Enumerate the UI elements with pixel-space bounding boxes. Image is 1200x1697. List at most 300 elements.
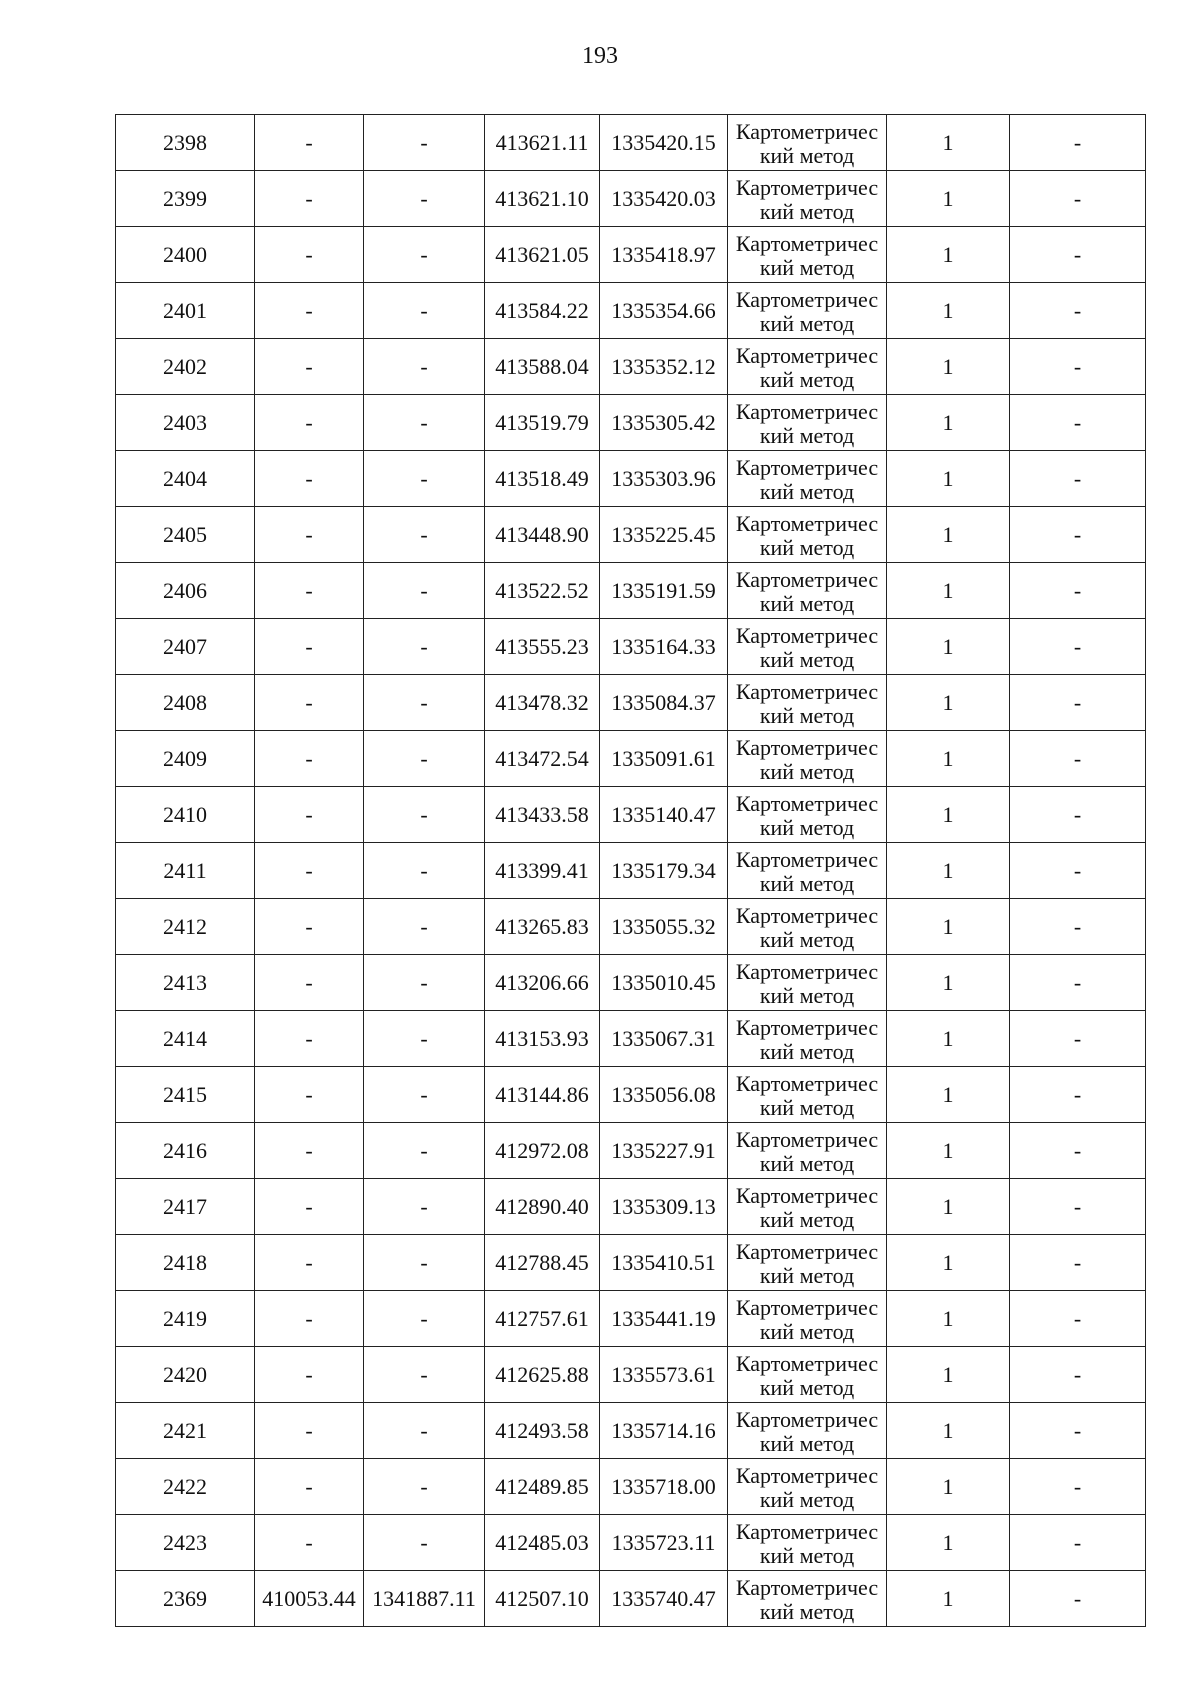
method-cell [728,563,887,619]
point-id-cell: 2405 [116,507,255,563]
y-old-cell: - [364,227,485,283]
accuracy-cell: 1 [887,395,1010,451]
method-line-2: кий метод [759,1262,855,1288]
point-id-cell: 2406 [116,563,255,619]
method-line-2: кий метод [759,870,855,896]
method-cell [728,675,887,731]
method-line-2: кий метод [759,310,855,336]
method-line-2: кий метод [759,1094,855,1120]
y-new-cell: 1335354.66 [600,283,728,339]
method-cell [728,731,887,787]
note-cell: - [1010,899,1146,955]
point-id-cell: 2421 [116,1403,255,1459]
table-row [116,1571,1146,1627]
y-old-cell: - [364,1459,485,1515]
y-new-cell: 1335418.97 [600,227,728,283]
point-id-cell: 2402 [116,339,255,395]
table-row [116,227,1146,283]
y-old-cell: - [364,395,485,451]
x-old-cell: - [255,171,364,227]
x-old-cell: - [255,395,364,451]
note-cell: - [1010,283,1146,339]
method-line-2: кий метод [759,982,855,1008]
method-cell [728,339,887,395]
y-new-cell: 1335718.00 [600,1459,728,1515]
method-line-1: Картометричес [735,1182,879,1208]
y-old-cell: - [364,1235,485,1291]
x-old-cell: - [255,283,364,339]
method-line-1: Картометричес [735,118,879,144]
x-new-cell: 412972.08 [485,1123,600,1179]
method-line-1: Картометричес [735,678,879,704]
y-new-cell: 1335164.33 [600,619,728,675]
y-new-cell: 1335723.11 [600,1515,728,1571]
y-old-cell: - [364,451,485,507]
method-cell [728,171,887,227]
method-line-1: Картометричес [735,1518,879,1544]
x-old-cell: - [255,1235,364,1291]
method-line-1: Картометричес [735,902,879,928]
x-old-cell: - [255,339,364,395]
x-new-cell: 413472.54 [485,731,600,787]
accuracy-cell: 1 [887,507,1010,563]
accuracy-cell: 1 [887,843,1010,899]
point-id-cell: 2399 [116,171,255,227]
accuracy-cell: 1 [887,1235,1010,1291]
method-line-2: кий метод [759,366,855,392]
method-cell [728,619,887,675]
method-line-1: Картометричес [735,1574,879,1600]
note-cell: - [1010,395,1146,451]
method-cell [728,843,887,899]
table-row [116,1291,1146,1347]
y-old-cell: - [364,619,485,675]
x-old-cell: - [255,1179,364,1235]
note-cell: - [1010,731,1146,787]
table-row [116,339,1146,395]
method-line-1: Картометричес [735,1070,879,1096]
x-new-cell: 412890.40 [485,1179,600,1235]
point-id-cell: 2408 [116,675,255,731]
method-line-1: Картометричес [735,1294,879,1320]
method-cell [728,1571,887,1627]
x-old-cell: 410053.44 [255,1571,364,1627]
y-old-cell: - [364,507,485,563]
method-cell [728,1011,887,1067]
point-id-cell: 2419 [116,1291,255,1347]
y-old-cell: - [364,843,485,899]
method-line-1: Картометричес [735,1350,879,1376]
y-new-cell: 1335714.16 [600,1403,728,1459]
note-cell: - [1010,1235,1146,1291]
x-new-cell: 413555.23 [485,619,600,675]
x-new-cell: 413522.52 [485,563,600,619]
method-line-1: Картометричес [735,1014,879,1040]
accuracy-cell: 1 [887,619,1010,675]
table-row [116,1123,1146,1179]
y-new-cell: 1335067.31 [600,1011,728,1067]
method-line-1: Картометричес [735,622,879,648]
accuracy-cell: 1 [887,451,1010,507]
method-line-2: кий метод [759,1542,855,1568]
note-cell: - [1010,1291,1146,1347]
y-old-cell: 1341887.11 [364,1571,485,1627]
table-row [116,451,1146,507]
accuracy-cell: 1 [887,1571,1010,1627]
y-new-cell: 1335420.03 [600,171,728,227]
point-id-cell: 2413 [116,955,255,1011]
y-new-cell: 1335740.47 [600,1571,728,1627]
method-cell [728,1347,887,1403]
method-line-1: Картометричес [735,286,879,312]
method-line-2: кий метод [759,1318,855,1344]
table-row [116,171,1146,227]
point-id-cell: 2412 [116,899,255,955]
table-row [116,563,1146,619]
table-row [116,619,1146,675]
method-line-2: кий метод [759,590,855,616]
accuracy-cell: 1 [887,1291,1010,1347]
method-cell [728,451,887,507]
method-line-2: кий метод [759,1150,855,1176]
y-new-cell: 1335305.42 [600,395,728,451]
note-cell: - [1010,115,1146,171]
x-old-cell: - [255,955,364,1011]
method-line-1: Картометричес [735,734,879,760]
method-cell [728,1067,887,1123]
y-new-cell: 1335573.61 [600,1347,728,1403]
note-cell: - [1010,955,1146,1011]
method-line-2: кий метод [759,926,855,952]
method-cell [728,787,887,843]
x-new-cell: 413153.93 [485,1011,600,1067]
x-new-cell: 413206.66 [485,955,600,1011]
x-old-cell: - [255,1459,364,1515]
y-old-cell: - [364,1179,485,1235]
accuracy-cell: 1 [887,171,1010,227]
accuracy-cell: 1 [887,1179,1010,1235]
table-row [116,787,1146,843]
x-old-cell: - [255,507,364,563]
x-old-cell: - [255,1403,364,1459]
method-cell [728,1235,887,1291]
y-old-cell: - [364,1515,485,1571]
x-old-cell: - [255,1291,364,1347]
y-old-cell: - [364,1347,485,1403]
table-row [116,1459,1146,1515]
y-old-cell: - [364,675,485,731]
note-cell: - [1010,1011,1146,1067]
y-old-cell: - [364,1011,485,1067]
note-cell: - [1010,1403,1146,1459]
x-old-cell: - [255,843,364,899]
x-new-cell: 412489.85 [485,1459,600,1515]
note-cell: - [1010,1067,1146,1123]
accuracy-cell: 1 [887,1011,1010,1067]
x-new-cell: 412507.10 [485,1571,600,1627]
x-old-cell: - [255,675,364,731]
method-line-1: Картометричес [735,510,879,536]
note-cell: - [1010,843,1146,899]
x-new-cell: 413621.05 [485,227,600,283]
x-new-cell: 413144.86 [485,1067,600,1123]
y-old-cell: - [364,1123,485,1179]
method-line-1: Картометричес [735,790,879,816]
y-new-cell: 1335309.13 [600,1179,728,1235]
note-cell: - [1010,1123,1146,1179]
y-old-cell: - [364,1067,485,1123]
x-new-cell: 412485.03 [485,1515,600,1571]
point-id-cell: 2403 [116,395,255,451]
method-line-2: кий метод [759,1598,855,1624]
y-old-cell: - [364,899,485,955]
method-cell [728,1179,887,1235]
method-line-1: Картометричес [735,1462,879,1488]
table-row [116,1235,1146,1291]
table-row [116,955,1146,1011]
note-cell: - [1010,787,1146,843]
table-row [116,507,1146,563]
y-new-cell: 1335055.32 [600,899,728,955]
x-new-cell: 413584.22 [485,283,600,339]
method-cell [728,283,887,339]
x-new-cell: 412625.88 [485,1347,600,1403]
x-old-cell: - [255,619,364,675]
y-old-cell: - [364,283,485,339]
method-line-2: кий метод [759,1486,855,1512]
method-line-2: кий метод [759,254,855,280]
table-row [116,395,1146,451]
method-line-1: Картометричес [735,454,879,480]
method-cell [728,395,887,451]
table-row [116,675,1146,731]
accuracy-cell: 1 [887,675,1010,731]
table-row [116,1515,1146,1571]
table-row [116,899,1146,955]
y-old-cell: - [364,787,485,843]
method-line-2: кий метод [759,198,855,224]
method-line-1: Картометричес [735,230,879,256]
x-old-cell: - [255,787,364,843]
note-cell: - [1010,1515,1146,1571]
x-new-cell: 412788.45 [485,1235,600,1291]
method-line-2: кий метод [759,1430,855,1456]
y-new-cell: 1335225.45 [600,507,728,563]
y-new-cell: 1335191.59 [600,563,728,619]
x-new-cell: 413519.79 [485,395,600,451]
accuracy-cell: 1 [887,115,1010,171]
y-old-cell: - [364,1291,485,1347]
table-body [116,115,1146,1627]
x-old-cell: - [255,1011,364,1067]
table-row [116,1403,1146,1459]
x-old-cell: - [255,451,364,507]
accuracy-cell: 1 [887,955,1010,1011]
method-line-2: кий метод [759,702,855,728]
accuracy-cell: 1 [887,563,1010,619]
point-id-cell: 2400 [116,227,255,283]
method-line-2: кий метод [759,814,855,840]
point-id-cell: 2404 [116,451,255,507]
x-old-cell: - [255,115,364,171]
accuracy-cell: 1 [887,731,1010,787]
x-old-cell: - [255,563,364,619]
x-old-cell: - [255,1515,364,1571]
y-new-cell: 1335410.51 [600,1235,728,1291]
note-cell: - [1010,1179,1146,1235]
method-line-1: Картометричес [735,398,879,424]
note-cell: - [1010,451,1146,507]
method-cell [728,227,887,283]
y-old-cell: - [364,115,485,171]
y-new-cell: 1335179.34 [600,843,728,899]
accuracy-cell: 1 [887,1515,1010,1571]
point-id-cell: 2411 [116,843,255,899]
y-new-cell: 1335227.91 [600,1123,728,1179]
method-cell [728,1459,887,1515]
method-line-2: кий метод [759,422,855,448]
coordinates-table [115,114,1146,1627]
method-line-1: Картометричес [735,342,879,368]
table-row [116,1011,1146,1067]
x-new-cell: 413588.04 [485,339,600,395]
point-id-cell: 2409 [116,731,255,787]
table-row [116,1179,1146,1235]
method-cell [728,1123,887,1179]
point-id-cell: 2407 [116,619,255,675]
accuracy-cell: 1 [887,1067,1010,1123]
method-line-1: Картометричес [735,846,879,872]
method-line-2: кий метод [759,1038,855,1064]
method-line-2: кий метод [759,478,855,504]
accuracy-cell: 1 [887,339,1010,395]
point-id-cell: 2398 [116,115,255,171]
method-cell [728,1291,887,1347]
method-cell [728,507,887,563]
x-new-cell: 412757.61 [485,1291,600,1347]
method-cell [728,955,887,1011]
x-old-cell: - [255,899,364,955]
y-new-cell: 1335056.08 [600,1067,728,1123]
method-line-1: Картометричес [735,1406,879,1432]
note-cell: - [1010,675,1146,731]
x-old-cell: - [255,731,364,787]
table-row [116,115,1146,171]
point-id-cell: 2410 [116,787,255,843]
note-cell: - [1010,1347,1146,1403]
accuracy-cell: 1 [887,227,1010,283]
y-new-cell: 1335303.96 [600,451,728,507]
method-line-2: кий метод [759,142,855,168]
y-new-cell: 1335420.15 [600,115,728,171]
x-old-cell: - [255,1347,364,1403]
y-old-cell: - [364,731,485,787]
table-row [116,283,1146,339]
point-id-cell: 2423 [116,1515,255,1571]
x-old-cell: - [255,1123,364,1179]
note-cell: - [1010,563,1146,619]
y-old-cell: - [364,563,485,619]
page-number: 193 [582,43,618,69]
y-new-cell: 1335010.45 [600,955,728,1011]
x-old-cell: - [255,1067,364,1123]
accuracy-cell: 1 [887,283,1010,339]
method-line-1: Картометричес [735,1126,879,1152]
point-id-cell: 2418 [116,1235,255,1291]
table-row [116,843,1146,899]
method-line-2: кий метод [759,758,855,784]
y-new-cell: 1335091.61 [600,731,728,787]
accuracy-cell: 1 [887,1123,1010,1179]
table-row [116,1067,1146,1123]
accuracy-cell: 1 [887,1403,1010,1459]
method-line-2: кий метод [759,1206,855,1232]
note-cell: - [1010,507,1146,563]
x-new-cell: 413265.83 [485,899,600,955]
method-line-1: Картометричес [735,174,879,200]
method-line-2: кий метод [759,1374,855,1400]
accuracy-cell: 1 [887,899,1010,955]
x-old-cell: - [255,227,364,283]
method-line-1: Картометричес [735,566,879,592]
method-line-2: кий метод [759,534,855,560]
point-id-cell: 2401 [116,283,255,339]
point-id-cell: 2422 [116,1459,255,1515]
y-old-cell: - [364,1403,485,1459]
y-new-cell: 1335441.19 [600,1291,728,1347]
accuracy-cell: 1 [887,1347,1010,1403]
y-old-cell: - [364,339,485,395]
method-cell [728,1403,887,1459]
method-cell [728,1515,887,1571]
y-old-cell: - [364,171,485,227]
note-cell: - [1010,339,1146,395]
method-cell [728,899,887,955]
y-new-cell: 1335084.37 [600,675,728,731]
point-id-cell: 2369 [116,1571,255,1627]
x-new-cell: 413399.41 [485,843,600,899]
note-cell: - [1010,1459,1146,1515]
x-new-cell: 413478.32 [485,675,600,731]
point-id-cell: 2420 [116,1347,255,1403]
point-id-cell: 2416 [116,1123,255,1179]
y-new-cell: 1335352.12 [600,339,728,395]
point-id-cell: 2417 [116,1179,255,1235]
table-row [116,1347,1146,1403]
method-cell [728,115,887,171]
note-cell: - [1010,171,1146,227]
note-cell: - [1010,227,1146,283]
x-new-cell: 413518.49 [485,451,600,507]
y-new-cell: 1335140.47 [600,787,728,843]
point-id-cell: 2414 [116,1011,255,1067]
x-new-cell: 413621.11 [485,115,600,171]
x-new-cell: 413621.10 [485,171,600,227]
x-new-cell: 413448.90 [485,507,600,563]
accuracy-cell: 1 [887,1459,1010,1515]
y-old-cell: - [364,955,485,1011]
note-cell: - [1010,1571,1146,1627]
point-id-cell: 2415 [116,1067,255,1123]
x-new-cell: 413433.58 [485,787,600,843]
method-line-1: Картометричес [735,1238,879,1264]
table-row [116,731,1146,787]
method-line-2: кий метод [759,646,855,672]
x-new-cell: 412493.58 [485,1403,600,1459]
accuracy-cell: 1 [887,787,1010,843]
note-cell: - [1010,619,1146,675]
method-line-1: Картометричес [735,958,879,984]
